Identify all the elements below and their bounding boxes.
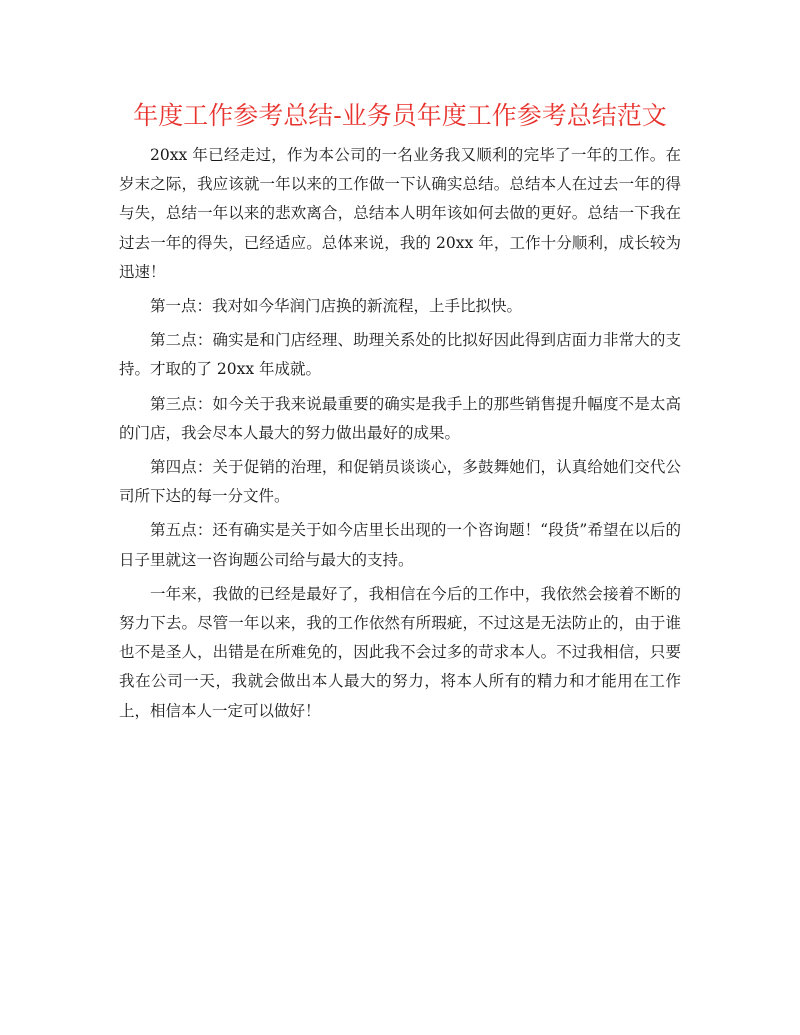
- paragraph-point-5: 第五点：还有确实是关于如今店里长出现的一个咨询题！“段货”希望在以后的日子里就这一咨询题公司给与最大的支持。: [119, 521, 681, 569]
- document-title: 年度工作参考总结-业务员年度工作参考总结范文: [133, 101, 667, 130]
- paragraph-point-3: 第三点：如今关于我来说最重要的确实是我手上的那些销售提升幅度不是太高的门店，我会尽本人最大的努力做出最好的成果。: [119, 394, 681, 442]
- paragraph-conclusion: 一年来，我做的已经是最好了，我相信在今后的工作中，我依然会接着不断的努力下去。尽管一年以来，我的工作依然有所瑕疵，不过这是无法防止的，由于谁也不是圣人，出错是在所难免的，因此我不会过多的苛求本人。不过我相信，只要我在公司一天，我就会做出本人最大的努力，将本人所有的精力和才能用在工作上，相信本人一定可以做好！: [119, 584, 681, 720]
- paragraph-point-4: 第四点：关于促销的治理，和促销员谈谈心，多鼓舞她们，认真给她们交代公司所下达的每一分文件。: [119, 458, 681, 506]
- paragraph-intro: 20xx 年已经走过，作为本公司的一名业务我又顺利的完毕了一年的工作。在岁末之际，我应该就一年以来的工作做一下认确实总结。总结本人在过去一年的得与失，总结一年以来的悲欢离合，总结本人明年该如何去做的更好。总结一下我在过去一年的得失，已经适应。总体来说，我的 20xx 年，工作十分顺利，成长较为迅速！: [119, 146, 681, 281]
- document-body: [119, 141, 681, 731]
- paragraph-point-2: 第二点：确实是和门店经理、助理关系处的比拟好因此得到店面力非常大的支持。才取的了 20xx 年成就。: [119, 331, 681, 379]
- paragraph-point-1: 第一点：我对如今华润门店换的新流程，上手比拟快。: [150, 297, 523, 316]
